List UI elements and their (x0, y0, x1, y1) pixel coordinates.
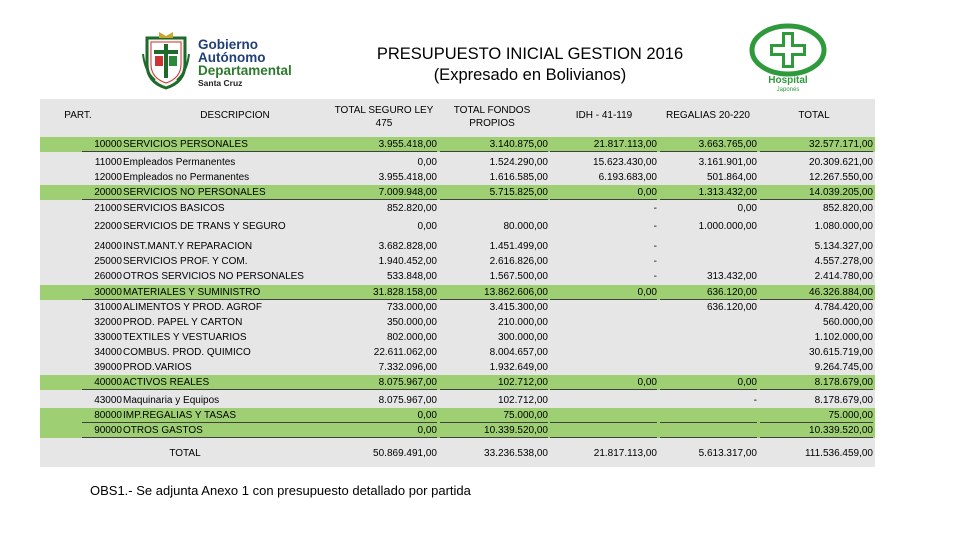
table-row (40, 137, 875, 152)
cell-fondos: 75.000,00 (440, 408, 548, 423)
cell-fondos: 1.524.290,00 (489, 157, 548, 168)
table-row (40, 393, 875, 408)
cell-total: 14.039.205,00 (760, 185, 873, 200)
cell-desc: Empleados Permanentes (123, 157, 236, 168)
table-row (40, 170, 875, 185)
cell-idh (550, 360, 657, 375)
cell-idh (550, 315, 657, 330)
gov-logo-line1: Gobierno (198, 37, 258, 52)
cell-desc: SERVICIOS BASICOS (123, 203, 225, 214)
cell-regalias: 0,00 (737, 203, 757, 214)
cell-regalias: 501.864,00 (706, 172, 757, 183)
cell-fondos: 102.712,00 (497, 395, 548, 406)
cell-code: 80000 (82, 408, 122, 423)
cell-regalias (660, 315, 757, 330)
cell-total: 20.309.621,00 (809, 157, 873, 168)
cell-seguro: 3.955.418,00 (378, 172, 437, 183)
cell-total: 12.267.550,00 (809, 172, 873, 183)
cell-desc: Empleados no Permanentes (123, 172, 250, 183)
cell-seguro: 852.820,00 (386, 203, 437, 214)
cell-seguro: 8.075.967,00 (378, 395, 437, 406)
totals-total: 111.536.459,00 (804, 448, 873, 459)
table-row (40, 285, 875, 300)
cell-total: 4.557.278,00 (814, 256, 873, 267)
cell-idh: 0,00 (550, 375, 657, 390)
cell-total: 8.178.679,00 (760, 375, 873, 390)
cell-regalias (660, 239, 757, 254)
cell-code: 22000 (94, 221, 122, 232)
cell-regalias: 1.313.432,00 (660, 185, 757, 200)
cell-fondos (440, 201, 548, 216)
table-row (40, 155, 875, 170)
cell-total: 75.000,00 (760, 408, 873, 423)
cell-desc: SERVICIOS PROF. Y COM. (123, 256, 248, 267)
cell-desc: SERVICIOS NO PERSONALES (122, 185, 330, 200)
gov-logo-sub (198, 77, 292, 89)
hospital-name: Hospital (768, 75, 808, 86)
table-row (40, 185, 875, 200)
cell-code: 20000 (82, 185, 122, 200)
coat-of-arms-icon (141, 28, 191, 90)
cell-regalias (660, 408, 757, 423)
cell-idh: - (653, 256, 657, 267)
cell-total: 1.102.000,00 (814, 332, 873, 343)
table-row (40, 201, 875, 216)
cell-seguro: 802.000,00 (386, 332, 437, 343)
cell-regalias: 1.000.000,00 (698, 221, 757, 232)
cell-fondos: 10.339.520,00 (440, 423, 548, 438)
cell-code: 30000 (82, 285, 122, 300)
note-text: OBS1.- Se adjunta Anexo 1 con presupuesto detallado por partida (90, 483, 471, 498)
cell-total: 9.264.745,00 (814, 362, 873, 373)
col-fondos-line1: TOTAL FONDOS (453, 105, 531, 116)
cell-code: 40000 (82, 375, 122, 390)
cell-idh: - (653, 221, 657, 232)
cell-total: 32.577.171,00 (760, 137, 873, 152)
cell-idh (550, 345, 657, 360)
cell-code: 90000 (82, 423, 122, 438)
table-row (40, 330, 875, 345)
cell-regalias (660, 330, 757, 345)
cell-code: 24000 (94, 241, 122, 252)
cell-regalias: 636.120,00 (706, 302, 757, 313)
cell-seguro: 31.828.158,00 (330, 285, 437, 300)
cell-fondos: 1.932.649,00 (489, 362, 548, 373)
table-row (40, 408, 875, 423)
cell-seguro: 22.611.062,00 (373, 347, 437, 358)
table-row (40, 239, 875, 254)
cell-code: 21000 (94, 203, 122, 214)
totals-label: TOTAL (169, 448, 201, 459)
cell-seguro: 1.940.452,00 (378, 256, 437, 267)
government-logo-text (198, 38, 292, 89)
page-title (300, 44, 760, 86)
cell-idh: 0,00 (550, 185, 657, 200)
gov-logo-line3: Departamental (198, 63, 292, 78)
cell-idh (550, 393, 657, 408)
col-seguro-line2: 475 (375, 117, 393, 129)
cell-code: 10000 (82, 137, 122, 152)
cell-desc: SERVICIOS DE TRANS Y SEGURO (123, 221, 286, 232)
cell-total: 8.178.679,00 (814, 395, 873, 406)
col-fondos-line2: PROPIOS (469, 117, 515, 129)
cell-desc: PROD. PAPEL Y CARTON (123, 317, 243, 328)
cell-seguro: 3.682.828,00 (378, 241, 437, 252)
cell-idh: 6.193.683,00 (598, 172, 657, 183)
cell-idh: 21.817.113,00 (550, 137, 657, 152)
table-row (40, 254, 875, 269)
table-row (40, 375, 875, 390)
cell-idh (550, 408, 657, 423)
cell-idh: 0,00 (550, 285, 657, 300)
cell-desc: OTROS SERVICIOS NO PERSONALES (123, 271, 304, 282)
cell-seguro: 0,00 (417, 221, 437, 232)
cell-idh: 15.623.430,00 (593, 157, 657, 168)
col-part: PART. (64, 110, 92, 121)
cell-code: 12000 (94, 172, 122, 183)
cell-total: 2.414.780,00 (814, 271, 873, 282)
title-line1: PRESUPUESTO INICIAL GESTION 2016 (376, 45, 684, 63)
cell-seguro: 0,00 (417, 157, 437, 168)
cell-fondos: 210.000,00 (497, 317, 548, 328)
cell-seguro: 3.955.418,00 (330, 137, 437, 152)
cell-total: 10.339.520,00 (760, 423, 873, 438)
cell-regalias (660, 423, 757, 438)
hospital-logo (748, 22, 828, 92)
cell-idh: - (653, 241, 657, 252)
cell-seguro: 533.848,00 (386, 271, 437, 282)
cell-idh: - (653, 203, 657, 214)
totals-idh: 21.817.113,00 (593, 448, 657, 459)
cell-total: 852.820,00 (822, 203, 873, 214)
table-row (40, 345, 875, 360)
table-row (40, 315, 875, 330)
table-row (40, 219, 875, 234)
cell-fondos: 13.862.606,00 (440, 285, 548, 300)
cell-code: 34000 (94, 347, 122, 358)
cell-regalias: 636.120,00 (660, 285, 757, 300)
col-regalias: REGALIAS 20-220 (666, 110, 750, 121)
cell-seguro: 0,00 (330, 423, 437, 438)
cell-code: 33000 (94, 332, 122, 343)
cell-desc: SERVICIOS PERSONALES (122, 137, 330, 152)
cell-code: 32000 (94, 317, 122, 328)
cell-fondos: 3.415.300,00 (489, 302, 548, 313)
cell-code: 31000 (94, 302, 122, 313)
col-total: TOTAL (798, 110, 830, 121)
cell-desc: Maquinaria y Equipos (123, 395, 220, 406)
cell-fondos: 1.451.499,00 (489, 241, 548, 252)
totals-seguro: 50.869.491,00 (373, 448, 437, 459)
table-row (40, 360, 875, 375)
cell-desc: COMBUS. PROD. QUIMICO (123, 347, 251, 358)
cell-fondos: 8.004.657,00 (489, 347, 548, 358)
cell-desc: PROD.VARIOS (123, 362, 192, 373)
cell-seguro: 8.075.967,00 (330, 375, 437, 390)
col-seguro-line1: TOTAL SEGURO LEY (334, 105, 434, 116)
cell-regalias: 3.161.901,00 (698, 157, 757, 168)
cell-desc: IMP.REGALIAS Y TASAS (122, 408, 330, 423)
cell-seguro: 733.000,00 (386, 302, 437, 313)
col-seguro (328, 105, 440, 130)
cell-fondos: 1.567.500,00 (489, 271, 548, 282)
budget-table (40, 99, 875, 467)
totals-row (40, 441, 875, 467)
cell-total: 1.080.000,00 (814, 221, 873, 232)
cell-desc: TEXTILES Y VESTUARIOS (123, 332, 247, 343)
cell-desc: ALIMENTOS Y PROD. AGROF (123, 302, 262, 313)
cell-regalias: 313.432,00 (706, 271, 757, 282)
col-fondos (436, 105, 548, 130)
hospital-sub: Japonés (776, 87, 800, 92)
totals-regalias: 5.613.317,00 (698, 448, 757, 459)
table-row (40, 269, 875, 284)
cell-total: 5.134.327,00 (814, 241, 873, 252)
cell-total: 46.326.884,00 (760, 285, 873, 300)
cell-desc: OTROS GASTOS (122, 423, 330, 438)
cell-total: 30.615.719,00 (809, 347, 873, 358)
cell-fondos: 1.616.585,00 (489, 172, 548, 183)
totals-fondos: 33.236.538,00 (484, 448, 548, 459)
table-row (40, 423, 875, 438)
table-row (40, 300, 875, 315)
cell-idh (550, 300, 657, 315)
cell-code: 25000 (94, 256, 122, 267)
cell-fondos: 2.616.826,00 (489, 256, 548, 267)
cell-code: 39000 (94, 362, 122, 373)
cell-fondos: 5.715.825,00 (440, 185, 548, 200)
cell-fondos: 3.140.875,00 (440, 137, 548, 152)
cell-seguro: 7.332.096,00 (378, 362, 437, 373)
cell-seguro: 7.009.948,00 (330, 185, 437, 200)
cell-fondos: 80.000,00 (503, 221, 548, 232)
cell-seguro: 0,00 (330, 408, 437, 423)
col-desc: DESCRIPCION (200, 110, 270, 121)
cell-fondos: 300.000,00 (497, 332, 548, 343)
cell-desc: INST.MANT.Y REPARACION (123, 241, 253, 252)
cell-seguro: 350.000,00 (386, 317, 437, 328)
cell-regalias: - (753, 395, 757, 406)
gov-logo-line2: Autónomo (198, 50, 266, 65)
government-logo (141, 28, 306, 94)
col-idh: IDH - 41-119 (575, 110, 633, 121)
cell-idh (550, 330, 657, 345)
cell-idh (550, 423, 657, 438)
cell-regalias: 0,00 (660, 375, 757, 390)
cell-code: 26000 (94, 271, 122, 282)
cell-fondos: 102.712,00 (440, 375, 548, 390)
cell-total: 4.784.420,00 (814, 302, 873, 313)
cell-regalias (660, 254, 757, 269)
cell-regalias (660, 360, 757, 375)
cell-regalias (660, 345, 757, 360)
cell-code: 11000 (94, 157, 122, 168)
cell-regalias: 3.663.765,00 (660, 137, 757, 152)
cell-code: 43000 (94, 395, 122, 406)
hospital-cross-icon (748, 22, 828, 92)
cell-desc: MATERIALES Y SUMINISTRO (122, 285, 330, 300)
cell-idh: - (653, 271, 657, 282)
gov-logo-line4: Santa Cruz (198, 78, 243, 88)
cell-desc: ACTIVOS REALES (122, 375, 330, 390)
title-line2: (Expresado en Bolivianos) (433, 66, 627, 84)
cell-total: 560.000,00 (822, 317, 873, 328)
